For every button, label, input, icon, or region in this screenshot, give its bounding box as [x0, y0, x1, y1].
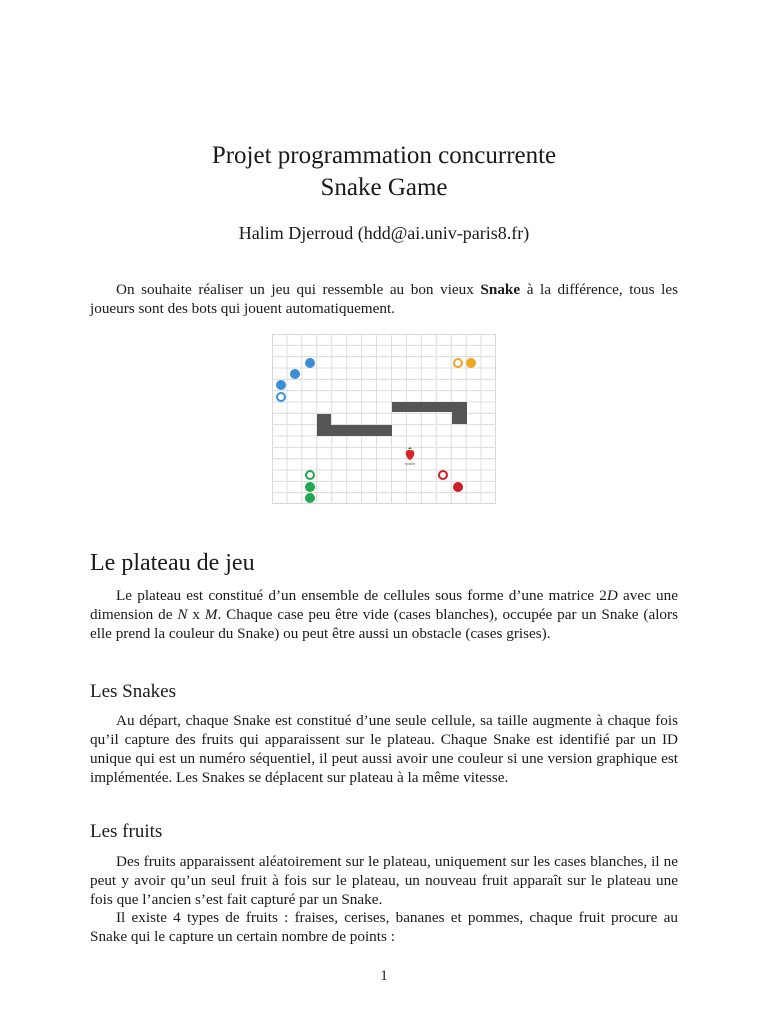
snake-blue-body: [276, 380, 286, 390]
fruits-text-2: Il existe 4 types de fruits : fraises, cerises, bananes et pommes, chaque fruit procure au Snake qui le capture un certain nombre de points :: [90, 909, 678, 945]
snake-green-body: [305, 493, 315, 503]
title-line-1: Projet programmation concurrente: [211, 142, 557, 169]
intro-text-after: à la différence, tous les joueurs sont des bots qui jouent automatiquement.: [90, 281, 678, 317]
plateau-text-4: . Chaque case peu être vide (cases blanches), occupée par un Snake (alors elle prend la couleur du Snake) ou peut être aussi un obstacle (cases grises).: [90, 606, 678, 642]
snake-green-head: [306, 471, 314, 479]
document-title: [0, 140, 768, 204]
section-heading-plateau: Le plateau de jeu: [90, 550, 255, 576]
plateau-text-1: Le plateau est constitué d’un ensemble de cellules sous forme d’une matrice 2: [116, 587, 607, 604]
author-line: Halim Djerroud (hdd@ai.univ-paris8.fr): [238, 223, 530, 243]
snake-red-head: [439, 471, 447, 479]
plateau-paragraph: [90, 586, 678, 643]
snake-orange-body: [466, 358, 476, 368]
snake-green-body: [305, 482, 315, 492]
fruits-paragraph-1: [90, 852, 678, 909]
page-number: 1: [380, 968, 388, 984]
snake-blue-head: [277, 393, 285, 401]
snake-blue-body: [305, 358, 315, 368]
plateau-var-n: N: [177, 606, 188, 623]
plateau-var-d: D: [606, 587, 618, 604]
plateau-text-3: x: [187, 606, 205, 623]
intro-bold-snake: Snake: [480, 281, 521, 298]
fruits-text-1: Des fruits apparaissent aléatoirement sur le plateau, uniquement sur les cases blanches, il ne peut y avoir qu’un seul fruit à fois sur le plateau, un nouveau fruit apparaît sur le plateau une fois que l’ancien s’est fait capturé par un Snake.: [90, 853, 678, 908]
snake-orange-head: [454, 359, 462, 367]
obstacle-cell: [452, 402, 467, 424]
section-heading-snakes: Les Snakes: [90, 681, 177, 702]
snake-green: [305, 471, 315, 503]
section-heading-fruits: Les fruits: [90, 821, 163, 842]
obstacle-cell: [317, 425, 392, 436]
plateau-text-2: avec une dimension de: [90, 587, 678, 623]
snake-red-body: [453, 482, 463, 492]
plateau-var-m: M: [204, 606, 218, 623]
fruit-label: snake: [404, 462, 416, 466]
snakes-text: Au départ, chaque Snake est constitué d’une seule cellule, sa taille augmente à chaque fois qu’il capture des fruits qui apparaissent sur le plateau. Chaque Snake est identifié par un ID unique qui est un numéro séquentiel, il peut aussi avoir une couleur si une version graphique est implémentée. Les Snakes se déplacent sur plateau à la même vitesse.: [90, 712, 678, 786]
snakes-paragraph: [90, 711, 678, 787]
snake-blue-body: [290, 369, 300, 379]
intro-text-before: On souhaite réaliser un jeu qui ressemble au bon vieux: [116, 281, 481, 298]
title-line-2: Snake Game: [320, 174, 448, 201]
intro-paragraph: [90, 280, 678, 318]
game-board-figure: [272, 334, 496, 504]
fruits-paragraph-2: [90, 908, 678, 946]
